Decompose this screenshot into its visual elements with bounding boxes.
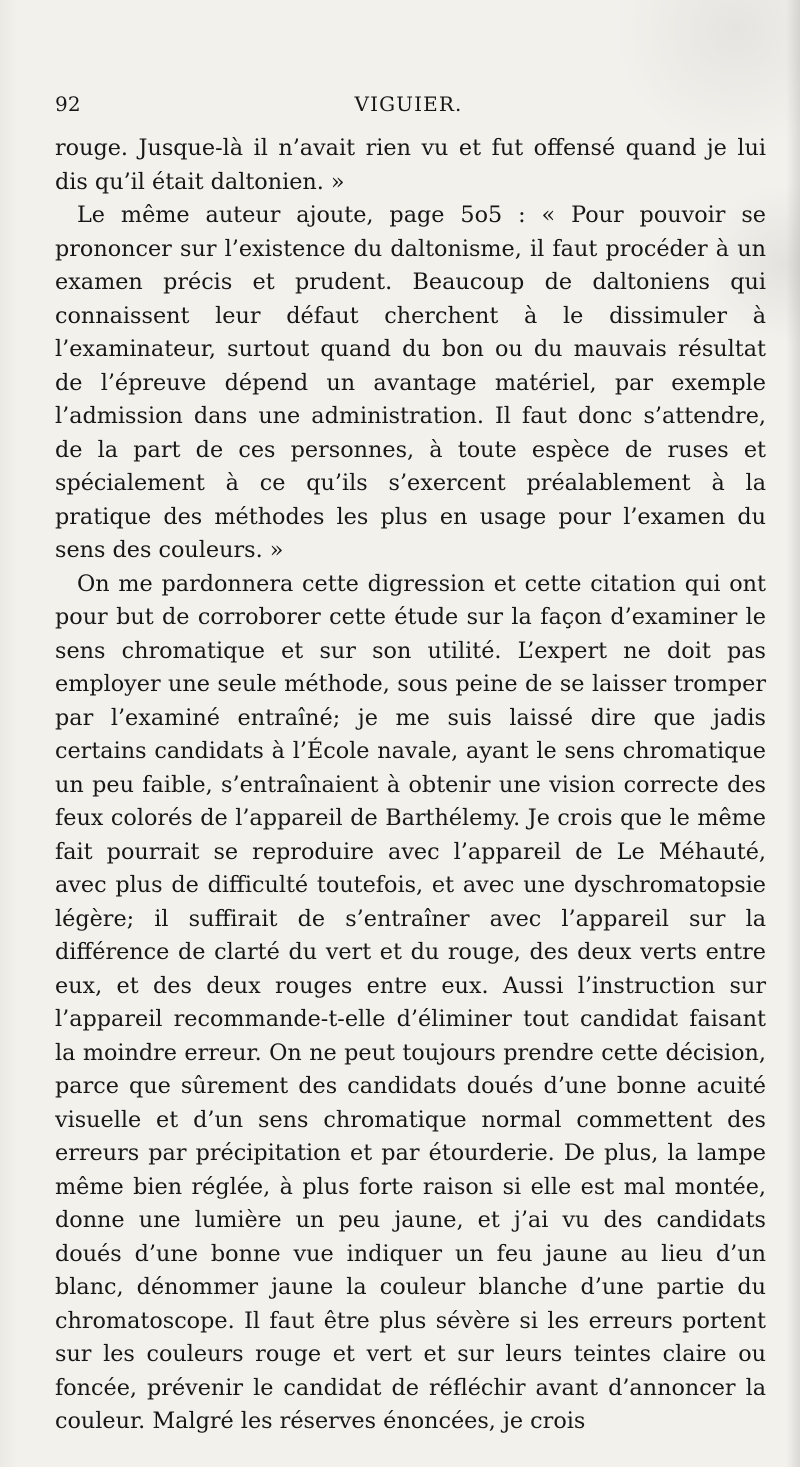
page-header: [55, 92, 762, 116]
body-text: [55, 132, 766, 1439]
paragraph-2: Le même auteur ajoute, page 5o5 : « Pour pouvoir se prononcer sur l’existence du daltonisme, il faut procéder à un examen précis et prudent. Beaucoup de daltoniens qui connaissent leur défaut cherchent à le dissimuler à l’examinateur, surtout quand du bon ou du mauvais résultat de l’épreuve dépend un avantage matériel, par exemple l’admission dans une administration. Il faut donc s’attendre, de la part de ces personnes, à toute espèce de ruses et spécialement à ce qu’ils s’exercent préalablement à la pratique des méthodes les plus en usage pour l’examen du sens des couleurs. »: [55, 202, 766, 563]
running-title: VIGUIER.: [354, 92, 463, 116]
page-edge-shadow: [786, 0, 800, 1467]
page-number: 92: [55, 92, 81, 116]
paragraph-1: rouge. Jusque-là il n’avait rien vu et fut offensé quand je lui dis qu’il était daltonien. »: [55, 135, 766, 195]
paragraph-3: On me pardonnera cette digression et cette citation qui ont pour but de corroborer cette étude sur la façon d’examiner le sens chromatique et sur son utilité. L’expert ne doit pas employer une seule méthode, sous peine de se laisser tromper par l’examiné entraîné; je me suis laissé dire que jadis certains candidats à l’École navale, ayant le sens chromatique un peu faible, s’entraînaient à obtenir une vision correcte des feux colorés de l’appareil de Barthélemy. Je crois que le même fait pourrait se reproduire avec l’appareil de Le Méhauté, avec plus de difficulté toutefois, et avec une dyschromatopsie légère; il suffirait de s’entraîner avec l’appareil sur la différence de clarté du vert et du rouge, des deux verts entre eux, et des deux rouges entre eux. Aussi l’instruction sur l’appareil recommande-t-elle d’éliminer tout candidat faisant la moindre erreur. On ne peut toujours prendre cette décision, parce que sûrement des candidats doués d’une bonne acuité visuelle et d’un sens chromatique normal commettent des erreurs par précipitation et par étourderie. De plus, la lampe même bien réglée, à plus forte raison si elle est mal montée, donne une lumière un peu jaune, et j’ai vu des candidats doués d’une bonne vue indiquer un feu jaune au lieu d’un blanc, dénommer jaune la couleur blanche d’une partie du chromatoscope. Il faut être plus sévère si les erreurs portent sur les couleurs rouge et vert et sur leurs teintes claire ou foncée, prévenir le candidat de réfléchir avant d’annoncer la couleur. Malgré les réserves énoncées, je crois: [55, 570, 766, 1434]
